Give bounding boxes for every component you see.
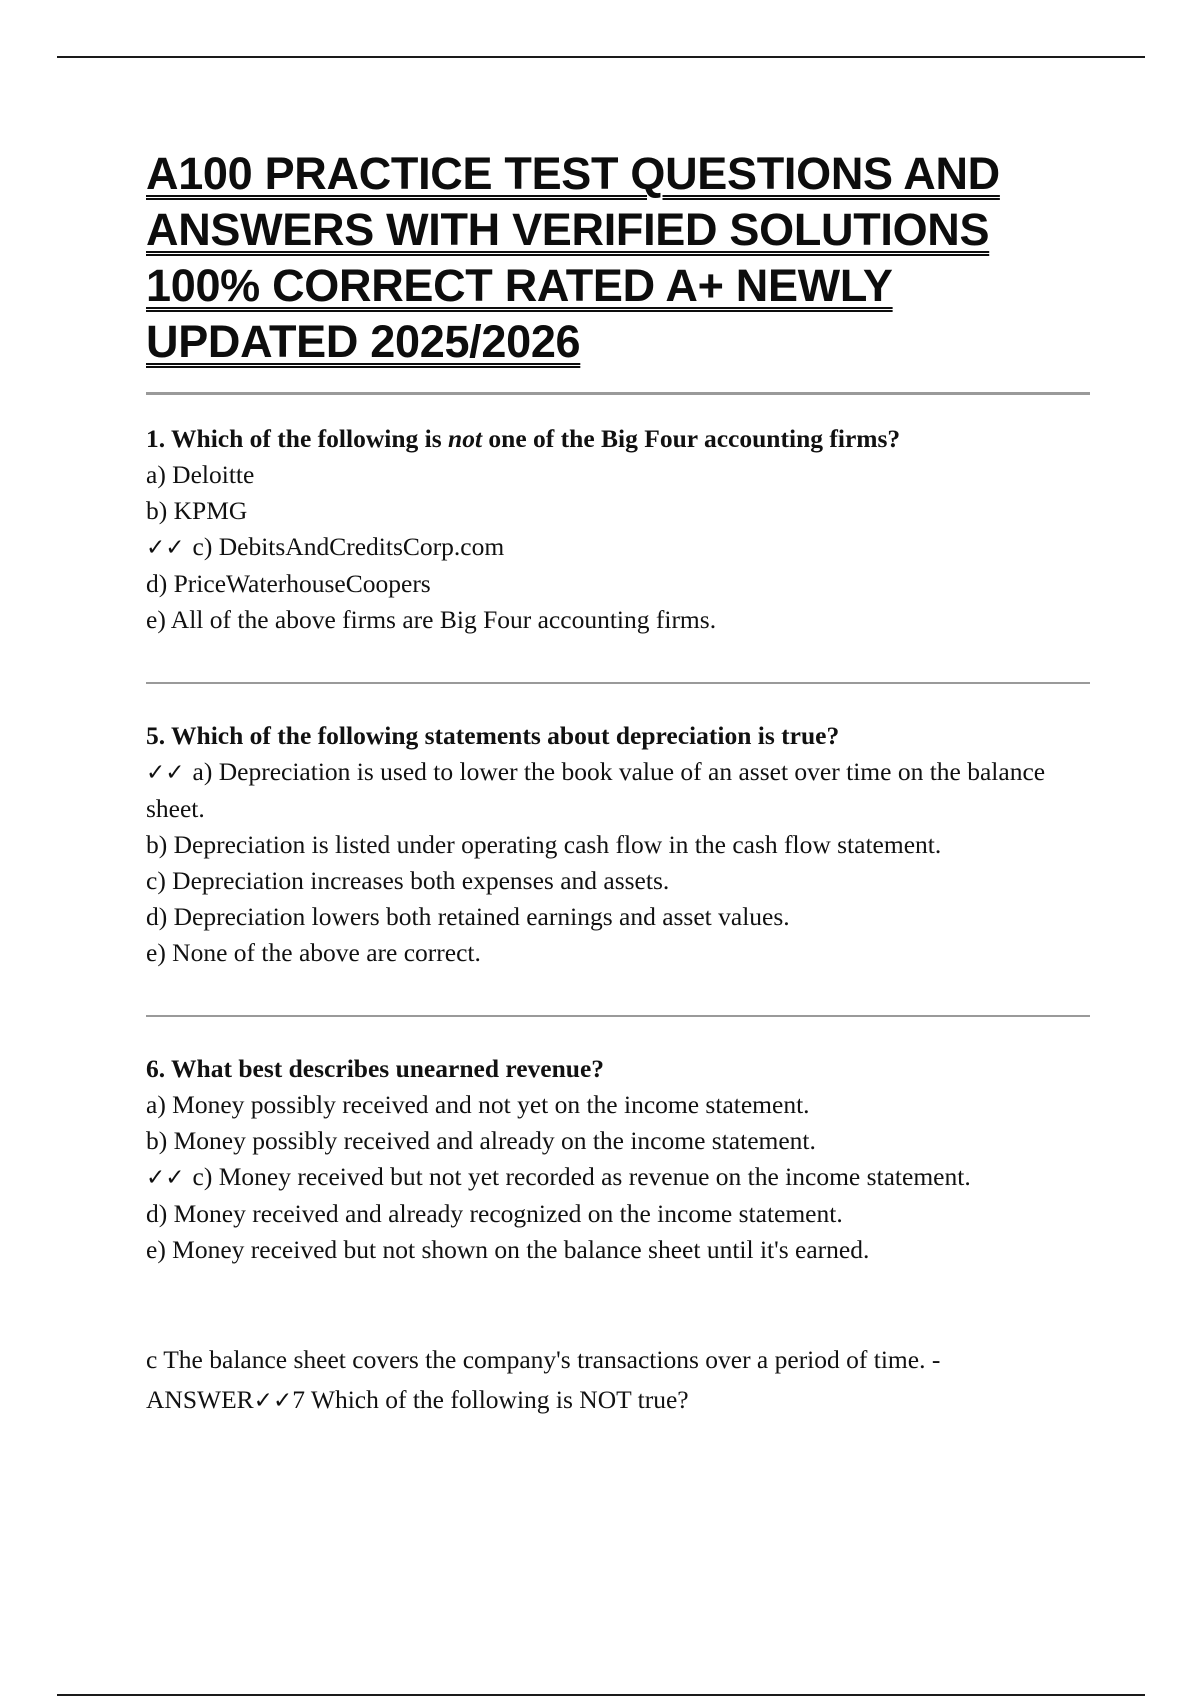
question-6-option-e xyxy=(146,1232,1090,1268)
question-1-prefix: 1. Which of the following is xyxy=(146,424,449,453)
question-1-option-c xyxy=(146,529,1090,566)
correct-checkmark-icon: ✓✓ xyxy=(146,1165,185,1191)
title-divider xyxy=(146,392,1090,395)
question-5-option-d xyxy=(146,899,1090,935)
question-1-option-b xyxy=(146,493,1090,529)
option-b-text: b) KPMG xyxy=(146,496,248,525)
question-1-option-a xyxy=(146,457,1090,493)
correct-checkmark-icon: ✓✓ xyxy=(146,535,185,561)
option-c-text: c) Depreciation increases both expenses and assets. xyxy=(146,866,670,895)
page-bottom-rule xyxy=(57,1694,1145,1696)
option-d-text: d) Money received and already recognized on the income statement. xyxy=(146,1199,843,1228)
trailing-before: c The balance sheet covers the company's transactions over a period of time. - ANSWER xyxy=(146,1345,941,1414)
question-5-option-b xyxy=(146,827,1090,863)
option-a-text: a) Deloitte xyxy=(146,460,255,489)
question-6-text: 6. What best describes unearned revenue? xyxy=(146,1054,605,1083)
answer-checkmark-icon: ✓✓ xyxy=(253,1388,293,1414)
trailing-after: 7 Which of the following is NOT true? xyxy=(292,1385,689,1414)
question-1-option-e xyxy=(146,602,1090,638)
question-1-text xyxy=(146,421,1090,457)
question-5 xyxy=(146,718,1090,971)
trailing-answer-text xyxy=(146,1340,1090,1421)
option-a-text: a) Money possibly received and not yet on the income statement. xyxy=(146,1090,810,1119)
option-d-text: d) PriceWaterhouseCoopers xyxy=(146,569,431,598)
option-d-text: d) Depreciation lowers both retained earnings and asset values. xyxy=(146,902,790,931)
question-5-text: 5. Which of the following statements about depreciation is true? xyxy=(146,721,840,750)
option-e-text: e) None of the above are correct. xyxy=(146,938,481,967)
question-5-option-c xyxy=(146,863,1090,899)
question-6-option-c xyxy=(146,1159,1090,1196)
document-title: A100 PRACTICE TEST QUESTIONS AND ANSWERS WITH VERIFIED SOLUTIONS 100% CORRECT RATED A+ NEWLY UPDATED 2025/2026 xyxy=(146,148,1000,367)
question-1 xyxy=(146,421,1090,638)
option-e-text: e) All of the above firms are Big Four accounting firms. xyxy=(146,605,717,634)
option-c-text: c) DebitsAndCreditsCorp.com xyxy=(192,532,505,561)
option-e-text: e) Money received but not shown on the balance sheet until it's earned. xyxy=(146,1235,870,1264)
document-body xyxy=(146,146,1090,1447)
question-6-option-d xyxy=(146,1196,1090,1232)
section-divider xyxy=(146,1015,1090,1017)
option-b-text: b) Money possibly received and already on the income statement. xyxy=(146,1126,816,1155)
page-top-rule xyxy=(57,56,1145,58)
option-b-text: b) Depreciation is listed under operating cash flow in the cash flow statement. xyxy=(146,830,942,859)
question-1-option-d xyxy=(146,566,1090,602)
option-a-text: a) Depreciation is used to lower the book value of an asset over time on the balance sheet. xyxy=(146,757,1046,823)
option-c-text: c) Money received but not yet recorded as revenue on the income statement. xyxy=(192,1162,971,1191)
question-5-option-a xyxy=(146,754,1090,827)
question-6 xyxy=(146,1051,1090,1268)
section-divider xyxy=(146,682,1090,684)
correct-checkmark-icon: ✓✓ xyxy=(146,760,185,786)
question-1-emphasis: not xyxy=(448,424,483,453)
question-6-option-b xyxy=(146,1123,1090,1159)
question-1-suffix: one of the Big Four accounting firms? xyxy=(482,424,901,453)
question-6-option-a xyxy=(146,1087,1090,1123)
question-5-option-e xyxy=(146,935,1090,971)
